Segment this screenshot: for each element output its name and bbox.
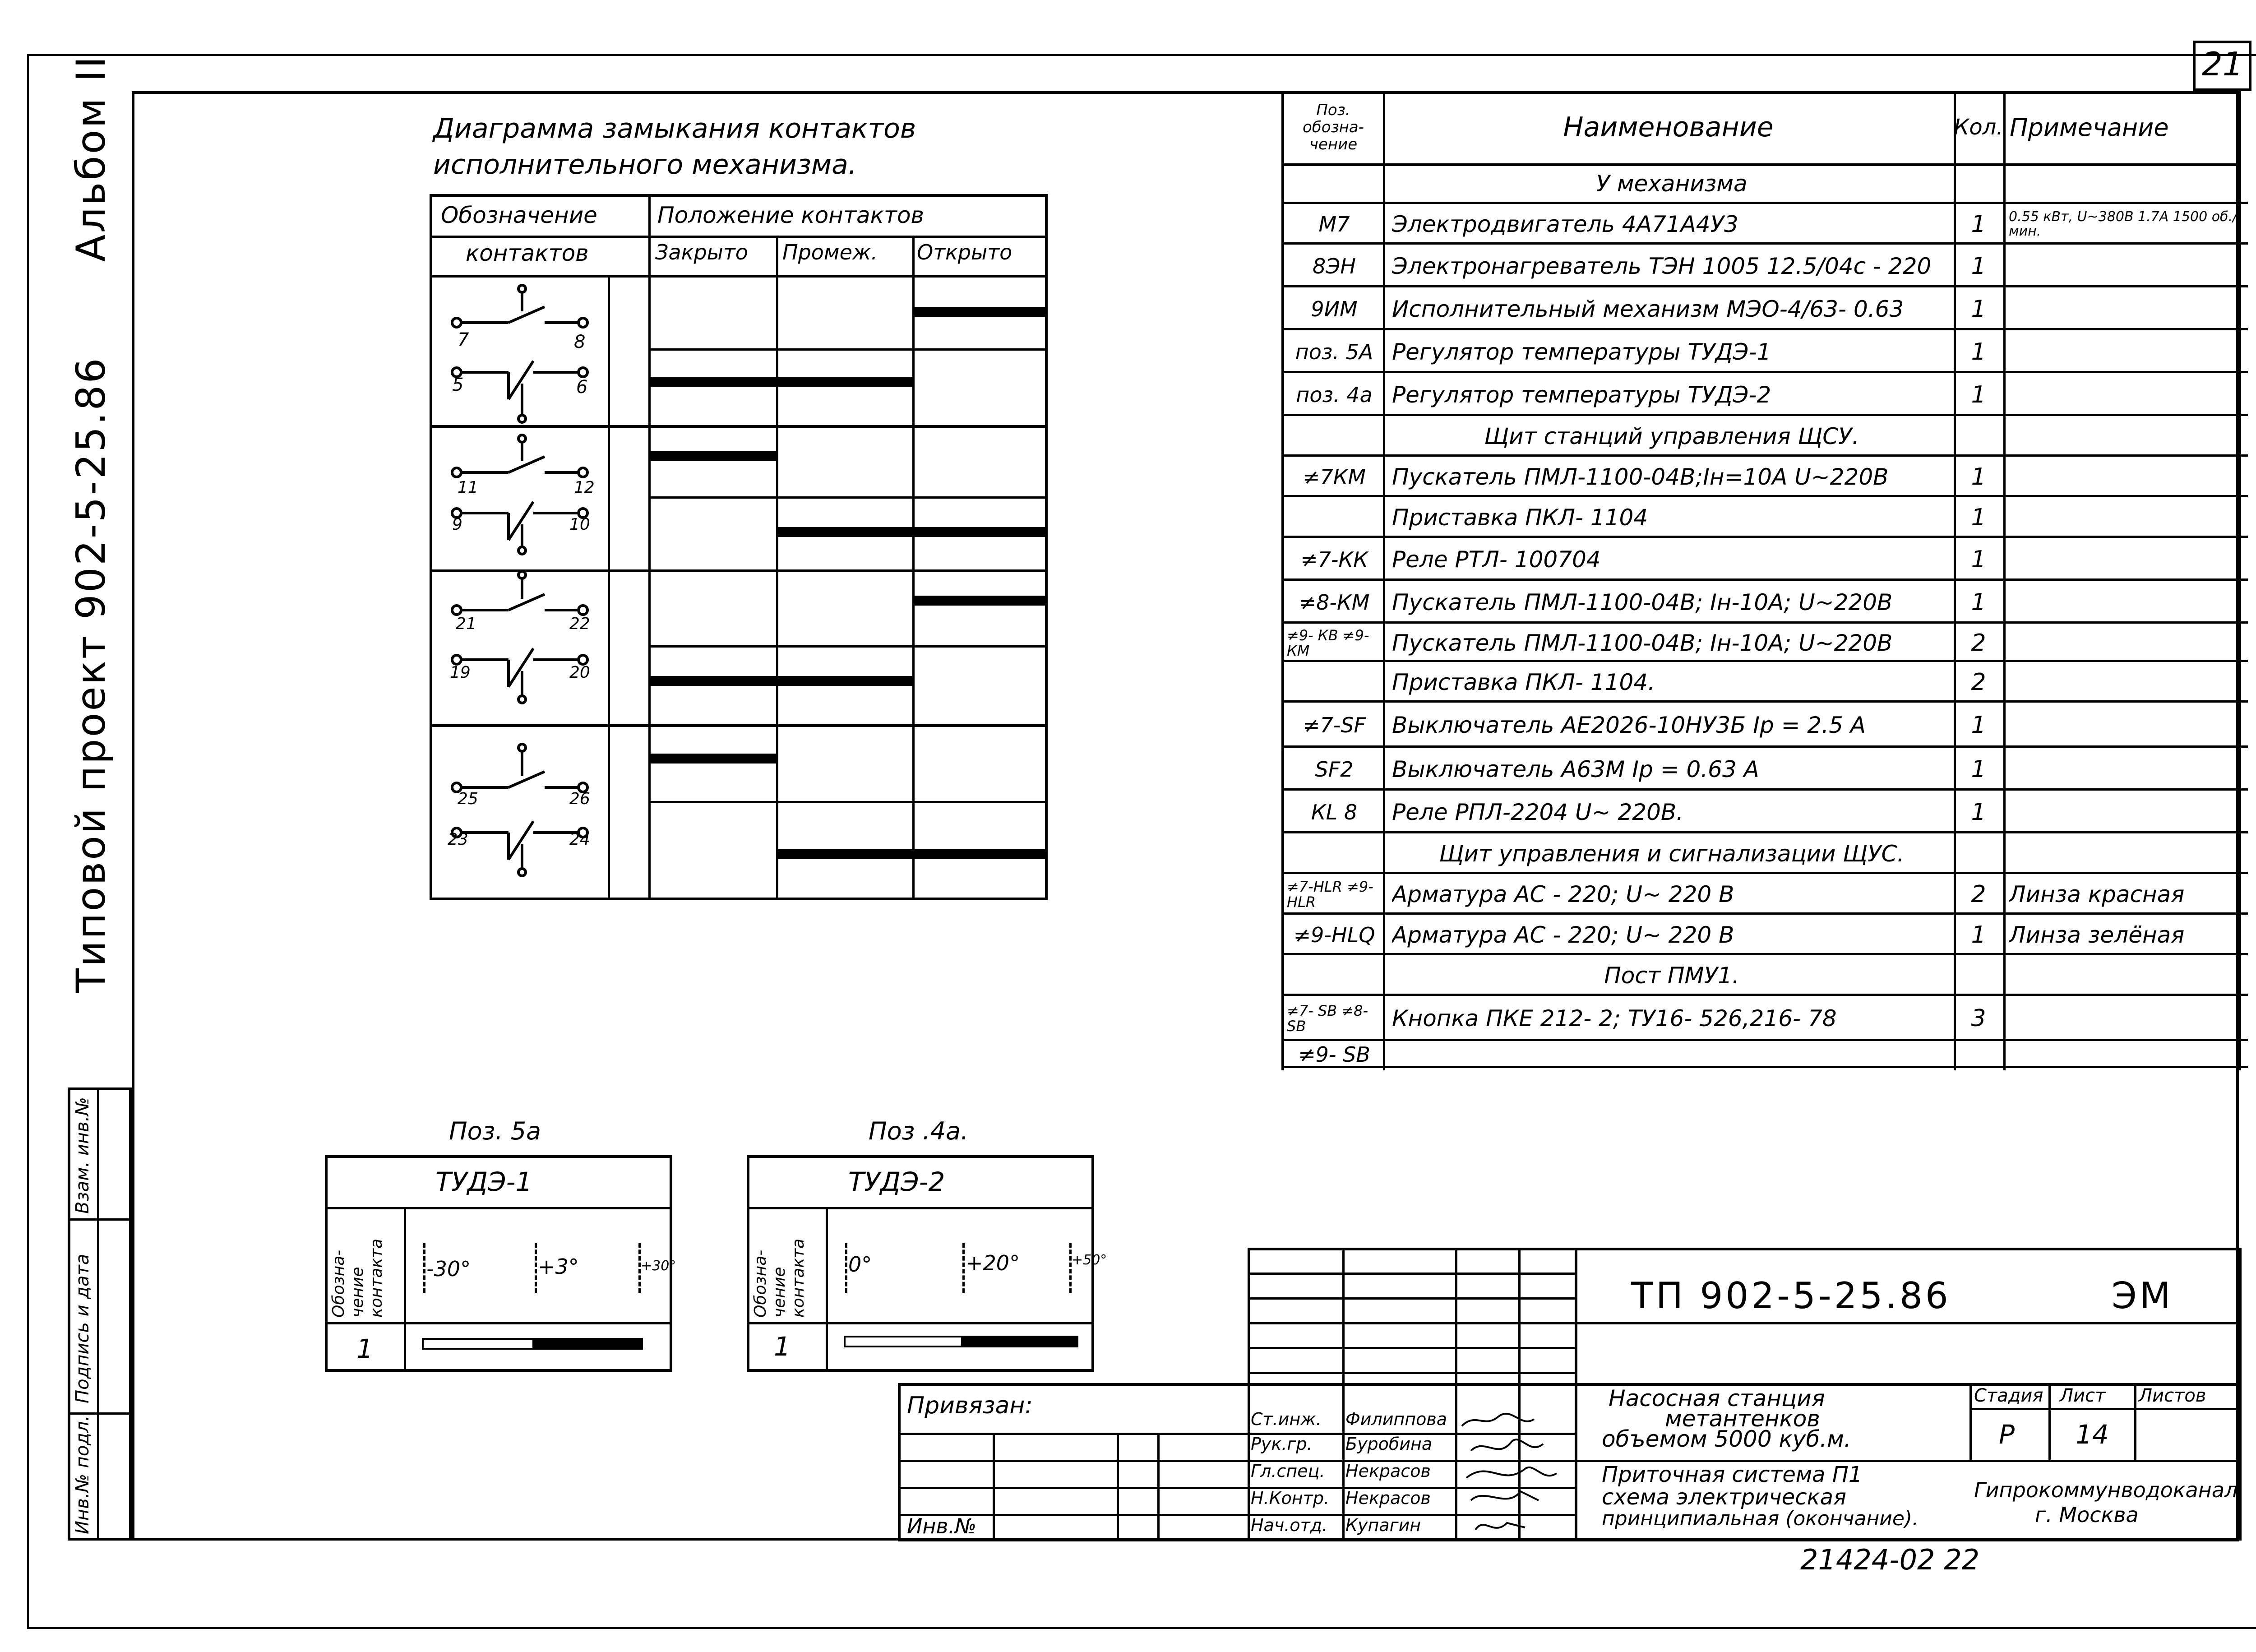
regulator-1 <box>325 1155 676 1372</box>
spec-row <box>1281 662 2248 703</box>
object-line1: Насосная станция <box>1609 1385 1825 1411</box>
tb-line <box>1248 1273 1575 1275</box>
spec-cell-note <box>2009 996 2238 1041</box>
spec-row <box>1281 955 2248 996</box>
spec-rows <box>1281 163 2248 1070</box>
spec-cell-pos: поз. 5А <box>1295 339 1373 364</box>
spec-cell-qty: 2 <box>1971 881 1986 908</box>
side-stamp-vzam: Взам. инв.№ <box>72 1097 93 1214</box>
sheet-line3: принципиальная (окончание). <box>1602 1507 1919 1530</box>
sheet-line1: Приточная система П1 <box>1602 1462 1863 1487</box>
spec-row <box>1281 874 2248 915</box>
closure-bar <box>648 451 776 461</box>
tb-line <box>1248 1248 1250 1541</box>
closure-bar <box>648 754 776 764</box>
spec-cell-name: Пускатель ПМЛ-1100-04В; Iн-10А; U~220В <box>1392 629 1893 656</box>
tb-line <box>1157 1433 1160 1541</box>
contact-label: 10 <box>569 515 590 534</box>
row-line <box>648 348 1048 351</box>
spec-row <box>1281 330 2248 373</box>
tb-line <box>2239 1248 2242 1541</box>
org-line2: г. Москва <box>2035 1503 2139 1527</box>
state-closed: Закрыто <box>655 240 748 264</box>
reg2-scale-1: +20° <box>966 1251 1020 1275</box>
spec-cell-qty: 2 <box>1971 629 1986 657</box>
reg1-scale-1: +3° <box>538 1254 579 1279</box>
spec-row <box>1281 416 2248 457</box>
spec-cell-pos: ≠7-НLR ≠9-НLR <box>1287 878 1373 911</box>
spec-cell-pos: 9ИМ <box>1311 296 1358 321</box>
spec-cell-qty: 1 <box>1971 338 1986 366</box>
spec-cell-name: Арматура АС - 220; U~ 220 В <box>1392 881 1734 907</box>
reg2-scale-0: 0° <box>848 1252 872 1277</box>
spec-cell-note <box>2009 833 2238 874</box>
reg1-tick <box>535 1243 537 1293</box>
spec-cell-pos: 8ЭН <box>1313 254 1356 278</box>
spec-cell-note <box>2009 163 2238 204</box>
stage-value: Р <box>1999 1419 2015 1450</box>
spec-row <box>1281 703 2248 748</box>
tb-line <box>1342 1248 1345 1541</box>
spec-cell-pos: поз. 4а <box>1296 382 1373 407</box>
reg2-name: ТУДЭ-2 <box>848 1166 945 1197</box>
spec-cell-note <box>2009 1041 2238 1068</box>
spec-row <box>1281 791 2248 833</box>
spec-cell-note <box>2009 245 2238 287</box>
signer-name-5: Купагин <box>1345 1515 1421 1535</box>
spec-cell-name: Пускатель ПМЛ-1100-04В;Iн=10А U~220В <box>1392 464 1889 490</box>
spec-head-note: Примечание <box>2010 113 2169 142</box>
spec-cell-note <box>2009 497 2238 538</box>
spec-cell-note <box>2009 416 2238 457</box>
spec-cell-pos: SF2 <box>1315 757 1354 782</box>
title-block <box>898 1248 2239 1541</box>
tb-line <box>1248 1248 2239 1250</box>
diagram-col-line <box>608 275 610 900</box>
spec-cell-name: Электронагреватель ТЭН 1005 12.5/04с - 220 <box>1392 253 1932 279</box>
spec-row <box>1281 833 2248 874</box>
tb-line <box>1248 1297 1575 1300</box>
tb-line <box>1248 1372 1575 1374</box>
spec-row <box>1281 748 2248 791</box>
spec-row <box>1281 287 2248 330</box>
spec-cell-pos: ≠7-КК <box>1300 547 1368 572</box>
contact-label: 23 <box>448 830 468 849</box>
spec-row <box>1281 915 2248 955</box>
closure-bar <box>776 527 1048 537</box>
reg2-line <box>826 1207 828 1372</box>
privyazan-label: Привязан: <box>907 1392 1033 1419</box>
spec-cell-note <box>2009 791 2238 833</box>
spec-row <box>1281 373 2248 416</box>
doc-code: ТП 902-5-25.86 <box>1631 1275 1951 1317</box>
spec-cell-name: Кнопка ПКЕ 212- 2; ТУ16- 526,216- 78 <box>1392 1005 1837 1032</box>
spec-cell-name: Реле РТЛ- 100704 <box>1392 546 1601 573</box>
spec-cell-qty <box>1954 163 2003 204</box>
spec-cell-note: Линза зелёная <box>2009 922 2185 948</box>
reg1-tick <box>638 1243 641 1293</box>
reg1-line <box>404 1207 406 1372</box>
row-line <box>648 801 1048 803</box>
tb-line <box>1575 1248 1577 1541</box>
spec-row <box>1281 457 2248 497</box>
spec-cell-qty: 1 <box>1971 504 1986 531</box>
spec-row <box>1281 996 2248 1041</box>
spec-cell-pos: КL 8 <box>1311 800 1358 824</box>
spec-cell-pos <box>1287 662 1382 703</box>
signer-role-4: Н.Контр. <box>1251 1488 1330 1508</box>
spec-cell-name: Арматура АС - 220; U~ 220 В <box>1392 922 1734 948</box>
page-number: 21 <box>2202 45 2243 83</box>
side-stamp-line <box>68 1218 132 1221</box>
reg1-contact: 1 <box>356 1333 373 1364</box>
spec-cell-pos: ≠9- КВ ≠9- КМ <box>1287 626 1369 659</box>
spec-cell-qty <box>1954 955 2003 996</box>
spec-cell-qty: 1 <box>1971 921 1986 949</box>
spec-cell-note <box>2009 748 2238 791</box>
reg2-scale-2: +50° <box>1072 1252 1107 1268</box>
spec-head-pos: Поз. обозна- чение <box>1303 101 1364 153</box>
org-line1: Гипрокоммунводоканал <box>1974 1478 2238 1502</box>
spec-cell-name: Исполнительный механизм МЭО-4/63- 0.63 <box>1392 296 1904 322</box>
contact-label: 12 <box>574 478 595 497</box>
spec-cell-qty: 1 <box>1971 546 1986 573</box>
spec-row <box>1281 581 2248 624</box>
spec-cell-qty: 1 <box>1971 381 1986 408</box>
diagram-col-line <box>648 194 651 900</box>
spec-cell-name: Регулятор температуры ТУДЭ-1 <box>1392 338 1771 365</box>
spec-cell-note <box>2009 538 2238 581</box>
reg2-col-head: Обозна- чение контакта <box>751 1238 808 1318</box>
reg2-contact: 1 <box>774 1331 791 1362</box>
spec-cell-name: Приставка ПКЛ- 1104 <box>1392 504 1648 531</box>
spec-cell-qty <box>1954 1041 2003 1068</box>
reg1-progress-fill <box>532 1340 641 1348</box>
tb-line <box>1117 1433 1119 1541</box>
spec-cell-qty: 1 <box>1971 798 1986 826</box>
tb-line <box>2134 1383 2136 1460</box>
tb-line <box>1575 1322 2239 1324</box>
spec-cell-pos: ≠9- SВ <box>1298 1042 1370 1067</box>
tb-line <box>993 1433 995 1541</box>
spec-cell-name: Электродвигатель 4А71А4У3 <box>1392 211 1738 237</box>
spec-cell-note <box>2009 581 2238 624</box>
spec-cell-qty: 1 <box>1971 588 1986 616</box>
spec-cell-qty: 1 <box>1971 712 1986 739</box>
row-line <box>648 645 1048 648</box>
contact-label: 25 <box>458 790 478 808</box>
side-stamp-line <box>68 1412 132 1415</box>
spec-cell-pos <box>1287 497 1382 538</box>
spec-cell-pos <box>1287 833 1382 874</box>
spec-cell-pos: ≠8-КМ <box>1299 590 1370 615</box>
reg2-tick <box>845 1243 847 1293</box>
state-open: Открыто <box>917 240 1012 264</box>
spec-cell-pos: ≠7- SВ ≠8- SВ <box>1287 1002 1368 1035</box>
signer-role-3: Гл.спец. <box>1251 1461 1325 1481</box>
signer-name-4: Некрасов <box>1345 1488 1431 1508</box>
contact-label: 26 <box>569 790 590 808</box>
album-label: Альбом II <box>68 55 114 262</box>
project-label: Типовой проект 902-5-25.86 <box>68 356 114 993</box>
list-head: Лист <box>2060 1385 2106 1406</box>
spec-cell-qty: 1 <box>1971 755 1986 783</box>
spec-head-qty: Кол. <box>1954 115 2003 140</box>
spec-cell-name: Щит станций управления ЩСУ. <box>1484 423 1859 449</box>
tb-line <box>898 1383 901 1541</box>
spec-cell-qty: 2 <box>1971 669 1986 696</box>
tb-line <box>1969 1408 2239 1410</box>
tb-line <box>1248 1347 1575 1349</box>
spec-cell-note <box>2009 662 2238 703</box>
side-stamp-inv: Инв.№ подл. <box>72 1415 93 1534</box>
diagram-title-line2: исполнительного механизма. <box>433 149 857 180</box>
doc-mark: ЭМ <box>2112 1275 2173 1317</box>
spec-cell-qty: 1 <box>1971 295 1986 323</box>
diagram-head-designation-2: контактов <box>466 240 589 266</box>
spec-cell-pos: ≠7КМ <box>1302 465 1366 489</box>
spec-cell-name: Регулятор температуры ТУДЭ-2 <box>1392 381 1771 408</box>
spec-cell-note <box>2009 703 2238 748</box>
spec-cell-pos <box>1287 163 1382 204</box>
spec-row <box>1281 1041 2248 1068</box>
contact-label: 22 <box>569 615 590 633</box>
contact-label: 20 <box>569 663 590 682</box>
state-intermediate: Промеж. <box>782 240 878 264</box>
contact-label: 24 <box>569 830 590 849</box>
spec-cell-note <box>2009 287 2238 330</box>
spec-cell-qty: 1 <box>1971 252 1986 280</box>
closure-bar <box>648 676 912 686</box>
sheet-line2: схема электрическая <box>1602 1485 1846 1510</box>
side-stamp-divider <box>97 1087 99 1541</box>
spec-head-name: Наименование <box>1563 111 1774 143</box>
spec-cell-name: Пускатель ПМЛ-1100-04В; Iн-10А; U~220В <box>1392 589 1893 615</box>
signer-role-5: Нач.отд. <box>1251 1515 1328 1535</box>
diagram-head-position: Положение контактов <box>657 202 925 228</box>
spec-cell-pos: М7 <box>1318 212 1350 236</box>
reg1-name: ТУДЭ-1 <box>435 1166 532 1197</box>
contact-diagram-table <box>430 194 1048 900</box>
contact-label: 21 <box>456 615 476 633</box>
signature-scribbles <box>1457 1410 1575 1539</box>
tb-line <box>898 1539 2239 1541</box>
reg1-tick <box>423 1243 425 1293</box>
list-value: 14 <box>2076 1419 2109 1450</box>
tb-line <box>1969 1383 1972 1460</box>
spec-cell-note: Линза красная <box>2009 881 2185 907</box>
object-line2: метантенков <box>1665 1406 1820 1432</box>
diagram-head-designation-1: Обозначение <box>441 202 597 228</box>
contact-label: 6 <box>576 377 588 398</box>
spec-cell-pos <box>1287 416 1382 457</box>
contact-label: 19 <box>450 663 471 682</box>
spec-cell-qty: 1 <box>1971 463 1986 491</box>
closure-bar <box>912 307 1048 317</box>
spec-cell-pos <box>1287 955 1382 996</box>
spec-row <box>1281 204 2248 245</box>
signer-role-1: Ст.инж. <box>1251 1409 1322 1429</box>
closure-bar <box>776 849 1048 859</box>
contact-label: 5 <box>452 375 464 395</box>
row-line <box>648 496 1048 499</box>
signer-name-3: Некрасов <box>1345 1461 1431 1481</box>
reg1-progress <box>422 1338 643 1350</box>
diagram-head-line <box>430 236 1048 238</box>
spec-row <box>1281 497 2248 538</box>
spec-cell-name <box>1392 1041 1951 1068</box>
signer-name-1: Филиппова <box>1345 1409 1447 1429</box>
signer-name-2: Буробина <box>1345 1434 1433 1454</box>
spec-cell-note <box>2009 457 2238 497</box>
spec-row <box>1281 538 2248 581</box>
contact-label: 9 <box>452 515 462 534</box>
spec-cell-qty <box>1954 416 2003 457</box>
closure-bar <box>912 596 1048 606</box>
reg2-pos-label: Поз .4а. <box>869 1117 969 1145</box>
side-stamp-podpis: Подпись и дата <box>72 1254 93 1403</box>
spec-cell-name: Приставка ПКЛ- 1104. <box>1392 669 1655 695</box>
spec-cell-name: Пост ПМУ1. <box>1604 963 1739 989</box>
spec-cell-note <box>2009 955 2238 996</box>
archive-number: 21424-02 22 <box>1800 1543 1980 1576</box>
lists-head: Листов <box>2139 1385 2206 1406</box>
inv-no-label: Инв.№ <box>907 1514 977 1538</box>
tb-line <box>2048 1383 2051 1460</box>
spec-row <box>1281 163 2248 204</box>
spec-cell-pos: ≠7-SF <box>1302 713 1366 737</box>
contact-label: 11 <box>458 478 478 497</box>
spec-cell-qty <box>1954 833 2003 874</box>
reg1-scale-0: -30° <box>426 1257 471 1281</box>
spec-cell-qty: 3 <box>1971 1005 1986 1032</box>
spec-cell-name: Реле РПЛ-2204 U~ 220В. <box>1392 799 1684 825</box>
spec-cell-note <box>2009 373 2238 416</box>
contact-label: 8 <box>574 332 586 352</box>
spec-cell-name: Выключатель АЕ2026-10НУ3Б Iр = 2.5 А <box>1392 712 1866 738</box>
spec-cell-pos: ≠9-НLQ <box>1293 923 1375 947</box>
spec-cell-name: У механизма <box>1596 171 1747 197</box>
spec-cell-note: 0.55 кВт, U~380В 1.7А 1500 об./мин. <box>2009 209 2238 239</box>
spec-cell-name: Щит управления и сигнализации ЩУС. <box>1439 841 1905 867</box>
signer-role-2: Рук.гр. <box>1251 1434 1313 1454</box>
object-line3: объемом 5000 куб.м. <box>1602 1426 1851 1452</box>
spec-cell-qty: 1 <box>1971 211 1986 238</box>
stage-head: Стадия <box>1974 1385 2043 1406</box>
reg1-scale-2: +30° <box>641 1258 676 1274</box>
spec-cell-note <box>2009 624 2238 662</box>
closure-bar <box>648 377 912 387</box>
reg1-col-head: Обозна- чение контакта <box>329 1238 386 1318</box>
spec-row <box>1281 624 2248 662</box>
reg1-pos-label: Поз. 5а <box>449 1117 541 1145</box>
tb-line <box>1248 1322 1575 1324</box>
reg1-line <box>325 1322 672 1324</box>
spec-row <box>1281 245 2248 287</box>
contact-label: 7 <box>458 329 469 350</box>
spec-cell-name: Выключатель А63М Iр = 0.63 А <box>1392 756 1759 782</box>
diagram-title-line1: Диаграмма замыкания контактов <box>433 113 916 144</box>
spec-cell-note <box>2009 330 2238 373</box>
spec-table <box>1281 91 2248 1070</box>
